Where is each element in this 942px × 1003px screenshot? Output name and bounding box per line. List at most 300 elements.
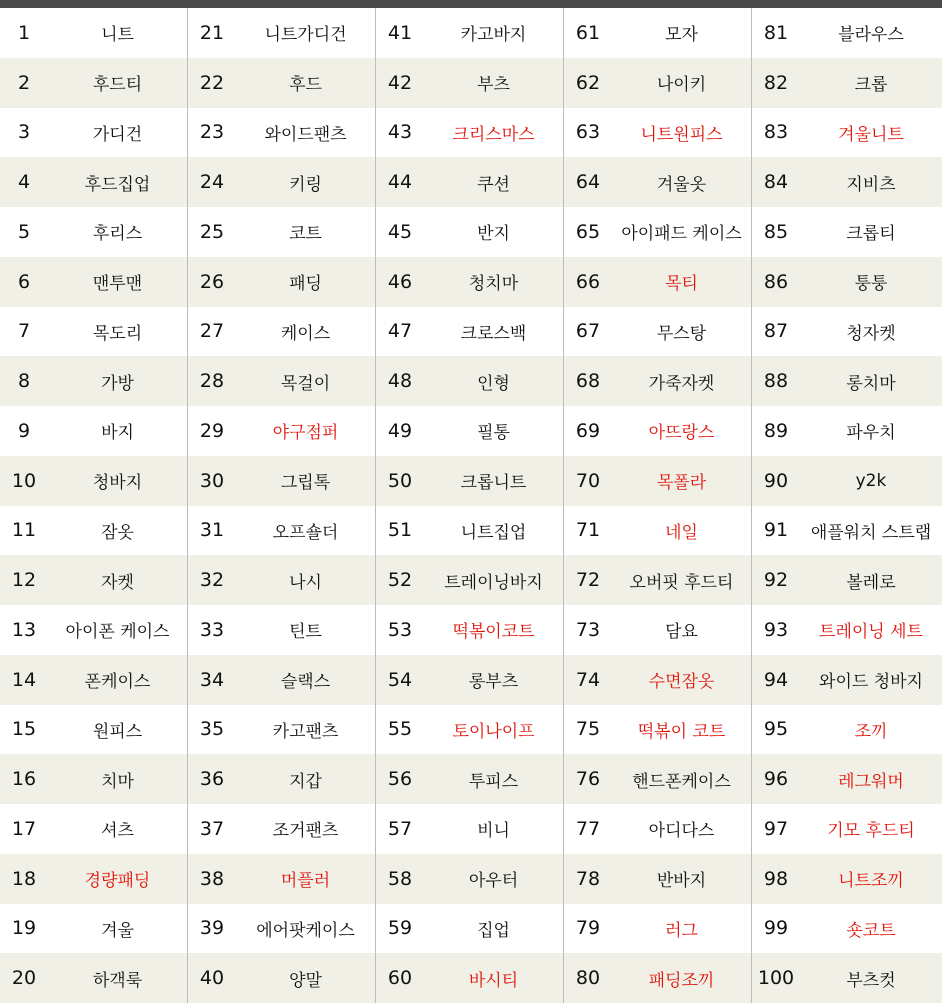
keyword-label: 롱부츠 xyxy=(468,672,519,693)
ranking-row xyxy=(564,953,751,1003)
keyword-label: 파우치 xyxy=(846,423,896,444)
rank-number: 26 xyxy=(199,270,225,293)
rank-number: 7 xyxy=(17,320,31,343)
keyword-label: 크롭 xyxy=(854,75,888,96)
rank-number: 90 xyxy=(763,469,789,492)
ranking-column xyxy=(564,8,752,1003)
keyword-label: 러그 xyxy=(665,920,698,941)
keyword-label: 아뜨랑스 xyxy=(648,423,715,444)
keyword-label: 블라우스 xyxy=(838,25,904,46)
ranking-row xyxy=(752,8,942,58)
keyword-label: 나시 xyxy=(289,572,322,593)
keyword-label: 오프숄더 xyxy=(272,522,339,543)
keyword-label: 네일 xyxy=(665,522,698,543)
ranking-row xyxy=(0,207,187,257)
keyword-label: 바시티 xyxy=(468,970,519,991)
ranking-row xyxy=(564,257,751,307)
keyword-label: 모자 xyxy=(665,25,698,46)
rank-number: 62 xyxy=(575,71,601,94)
ranking-column xyxy=(0,8,188,1003)
keyword-ranking-table xyxy=(0,8,942,1003)
keyword-label: 바지 xyxy=(101,423,134,444)
ranking-row xyxy=(564,356,751,406)
keyword-label: 슬랙스 xyxy=(280,672,331,693)
keyword-label: 오버핏 후드티 xyxy=(629,572,734,593)
rank-number: 56 xyxy=(387,768,413,791)
keyword-label: 후리스 xyxy=(92,224,143,245)
keyword-label: 비니 xyxy=(477,821,510,842)
rank-number: 57 xyxy=(387,817,413,840)
ranking-row xyxy=(0,854,187,904)
keyword-label: 크롭니트 xyxy=(460,473,527,494)
ranking-row xyxy=(188,854,375,904)
keyword-label: 경량패딩 xyxy=(84,871,151,892)
rank-number: 52 xyxy=(387,569,413,592)
ranking-row xyxy=(0,754,187,804)
keyword-label: 떡볶이코트 xyxy=(452,622,535,643)
rank-number: 49 xyxy=(387,419,413,442)
keyword-label: 후드티 xyxy=(92,75,143,96)
rank-number: 5 xyxy=(17,220,31,243)
rank-number: 71 xyxy=(575,519,601,542)
ranking-row xyxy=(752,605,942,655)
ranking-row xyxy=(0,157,187,207)
rank-number: 61 xyxy=(575,21,601,44)
ranking-row xyxy=(188,8,375,58)
keyword-label: 자켓 xyxy=(101,572,134,593)
rank-number: 32 xyxy=(199,569,225,592)
keyword-label: 카고바지 xyxy=(460,25,527,46)
ranking-row xyxy=(752,854,942,904)
ranking-row xyxy=(564,207,751,257)
rank-number: 86 xyxy=(763,270,789,293)
rank-number: 41 xyxy=(387,21,413,44)
rank-number: 79 xyxy=(575,917,601,940)
keyword-label: 부츠 xyxy=(477,75,510,96)
keyword-label: 청치마 xyxy=(468,274,519,295)
keyword-label: 아이패드 케이스 xyxy=(621,224,742,245)
rank-number: 74 xyxy=(575,668,601,691)
rank-number: 63 xyxy=(575,121,601,144)
ranking-row xyxy=(376,854,563,904)
rank-number: 77 xyxy=(575,817,601,840)
ranking-row xyxy=(188,207,375,257)
rank-number: 19 xyxy=(11,917,37,940)
ranking-row xyxy=(752,307,942,357)
keyword-label: 무스탕 xyxy=(656,323,707,344)
ranking-row xyxy=(564,854,751,904)
rank-number: 45 xyxy=(387,220,413,243)
ranking-row xyxy=(752,904,942,954)
rank-number: 92 xyxy=(763,569,789,592)
keyword-label: 수면잠옷 xyxy=(648,672,715,693)
rank-number: 65 xyxy=(575,220,601,243)
keyword-label: 핸드폰케이스 xyxy=(632,771,731,792)
ranking-row xyxy=(376,655,563,705)
ranking-row xyxy=(752,953,942,1003)
keyword-label: 쿠션 xyxy=(477,174,510,195)
keyword-label: 니트조끼 xyxy=(838,871,904,892)
keyword-label: 토이나이프 xyxy=(452,721,535,742)
rank-number: 30 xyxy=(199,469,225,492)
ranking-row xyxy=(0,307,187,357)
rank-number: 50 xyxy=(387,469,413,492)
ranking-row xyxy=(752,58,942,108)
rank-number: 16 xyxy=(11,768,37,791)
rank-number: 22 xyxy=(199,71,225,94)
keyword-label: 목걸이 xyxy=(280,373,331,394)
rank-number: 67 xyxy=(575,320,601,343)
ranking-row xyxy=(376,207,563,257)
keyword-label: 볼레로 xyxy=(846,572,896,593)
ranking-row xyxy=(564,804,751,854)
ranking-row xyxy=(188,58,375,108)
keyword-label: 롱치마 xyxy=(846,373,896,394)
keyword-label: 패딩 xyxy=(289,274,322,295)
keyword-label: 레그워머 xyxy=(838,771,904,792)
ranking-row xyxy=(752,356,942,406)
rank-number: 21 xyxy=(199,21,225,44)
ranking-row xyxy=(564,406,751,456)
ranking-row xyxy=(188,406,375,456)
keyword-label: 투피스 xyxy=(468,771,519,792)
rank-number: 18 xyxy=(11,867,37,890)
keyword-label: 니트집업 xyxy=(460,522,527,543)
keyword-label: y2k xyxy=(855,470,887,491)
keyword-label: 크롭티 xyxy=(846,224,896,245)
keyword-label: 트레이닝바지 xyxy=(444,572,543,593)
ranking-row xyxy=(376,804,563,854)
ranking-row xyxy=(752,456,942,506)
keyword-label: 후드집업 xyxy=(84,174,151,195)
ranking-column xyxy=(752,8,942,1003)
ranking-row xyxy=(564,456,751,506)
rank-number: 81 xyxy=(763,21,789,44)
rank-number: 66 xyxy=(575,270,601,293)
keyword-label: 니트 xyxy=(101,25,134,46)
keyword-label: 아이폰 케이스 xyxy=(65,622,170,643)
ranking-row xyxy=(376,605,563,655)
ranking-row xyxy=(376,754,563,804)
rank-number: 29 xyxy=(199,419,225,442)
rank-number: 39 xyxy=(199,917,225,940)
keyword-label: 부츠컷 xyxy=(846,970,896,991)
keyword-label: 인형 xyxy=(477,373,510,394)
ranking-row xyxy=(376,555,563,605)
rank-number: 2 xyxy=(17,71,31,94)
ranking-row xyxy=(752,257,942,307)
keyword-label: 집업 xyxy=(477,920,510,941)
ranking-row xyxy=(0,804,187,854)
ranking-row xyxy=(376,953,563,1003)
keyword-label: 조거팬츠 xyxy=(272,821,339,842)
rank-number: 99 xyxy=(763,917,789,940)
keyword-label: 가디건 xyxy=(92,124,143,145)
rank-number: 47 xyxy=(387,320,413,343)
keyword-label: 폰케이스 xyxy=(84,672,151,693)
keyword-label: 조끼 xyxy=(854,721,888,742)
ranking-row xyxy=(188,655,375,705)
keyword-label: 니트가디건 xyxy=(264,25,347,46)
keyword-label: 코트 xyxy=(289,224,322,245)
keyword-label: 애플워치 스트랩 xyxy=(810,522,932,543)
rank-number: 43 xyxy=(387,121,413,144)
keyword-label: 잠옷 xyxy=(101,522,134,543)
rank-number: 31 xyxy=(199,519,225,542)
keyword-label: 아디다스 xyxy=(648,821,715,842)
ranking-row xyxy=(564,8,751,58)
rank-number: 89 xyxy=(763,419,789,442)
ranking-row xyxy=(0,456,187,506)
ranking-column xyxy=(376,8,564,1003)
rank-number: 84 xyxy=(763,171,789,194)
rank-number: 68 xyxy=(575,370,601,393)
keyword-label: 청바지 xyxy=(92,473,143,494)
keyword-label: 후드 xyxy=(289,75,322,96)
rank-number: 60 xyxy=(387,967,413,990)
ranking-row xyxy=(188,108,375,158)
ranking-row xyxy=(0,257,187,307)
keyword-label: 겨울니트 xyxy=(838,124,904,145)
keyword-label: 케이스 xyxy=(280,323,331,344)
rank-number: 34 xyxy=(199,668,225,691)
rank-number: 20 xyxy=(11,967,37,990)
ranking-row xyxy=(188,555,375,605)
keyword-label: 목폴라 xyxy=(656,473,707,494)
keyword-label: 지갑 xyxy=(289,771,322,792)
ranking-row xyxy=(188,904,375,954)
rank-number: 75 xyxy=(575,718,601,741)
keyword-label: 양말 xyxy=(289,970,322,991)
rank-number: 8 xyxy=(17,370,31,393)
rank-number: 72 xyxy=(575,569,601,592)
keyword-label: 담요 xyxy=(665,622,698,643)
ranking-row xyxy=(188,953,375,1003)
rank-number: 73 xyxy=(575,618,601,641)
rank-number: 69 xyxy=(575,419,601,442)
ranking-row xyxy=(564,754,751,804)
rank-number: 96 xyxy=(763,768,789,791)
rank-number: 100 xyxy=(757,967,795,990)
keyword-label: 가죽자켓 xyxy=(648,373,715,394)
keyword-label: 반지 xyxy=(477,224,510,245)
rank-number: 51 xyxy=(387,519,413,542)
keyword-label: 크리스마스 xyxy=(452,124,535,145)
keyword-label: 니트원피스 xyxy=(640,124,723,145)
rank-number: 98 xyxy=(763,867,789,890)
ranking-row xyxy=(0,406,187,456)
ranking-row xyxy=(564,506,751,556)
ranking-row xyxy=(0,8,187,58)
keyword-label: 기모 후드티 xyxy=(827,821,915,842)
ranking-row xyxy=(564,58,751,108)
ranking-row xyxy=(0,953,187,1003)
keyword-label: 그립톡 xyxy=(280,473,331,494)
ranking-row xyxy=(376,356,563,406)
ranking-row xyxy=(752,705,942,755)
rank-number: 83 xyxy=(763,121,789,144)
rank-number: 55 xyxy=(387,718,413,741)
rank-number: 82 xyxy=(763,71,789,94)
rank-number: 17 xyxy=(11,817,37,840)
keyword-label: 크로스백 xyxy=(460,323,527,344)
keyword-label: 목티 xyxy=(665,274,698,295)
ranking-row xyxy=(376,406,563,456)
ranking-row xyxy=(376,8,563,58)
rank-number: 97 xyxy=(763,817,789,840)
rank-number: 10 xyxy=(11,469,37,492)
ranking-row xyxy=(0,605,187,655)
rank-number: 27 xyxy=(199,320,225,343)
keyword-label: 트레이닝 세트 xyxy=(819,622,923,643)
keyword-label: 목도리 xyxy=(92,323,143,344)
ranking-row xyxy=(188,356,375,406)
rank-number: 37 xyxy=(199,817,225,840)
ranking-row xyxy=(752,506,942,556)
ranking-row xyxy=(564,157,751,207)
rank-number: 95 xyxy=(763,718,789,741)
keyword-label: 셔츠 xyxy=(101,821,134,842)
rank-number: 54 xyxy=(387,668,413,691)
rank-number: 87 xyxy=(763,320,789,343)
ranking-row xyxy=(188,705,375,755)
rank-number: 59 xyxy=(387,917,413,940)
ranking-row xyxy=(752,655,942,705)
keyword-label: 카고팬츠 xyxy=(272,721,339,742)
ranking-row xyxy=(376,257,563,307)
rank-number: 53 xyxy=(387,618,413,641)
ranking-row xyxy=(752,555,942,605)
rank-number: 25 xyxy=(199,220,225,243)
rank-number: 35 xyxy=(199,718,225,741)
ranking-column xyxy=(188,8,376,1003)
keyword-label: 겨울 xyxy=(101,920,134,941)
rank-number: 48 xyxy=(387,370,413,393)
keyword-label: 떡볶이 코트 xyxy=(637,721,726,742)
ranking-row xyxy=(188,307,375,357)
ranking-row xyxy=(752,754,942,804)
ranking-row xyxy=(752,108,942,158)
ranking-row xyxy=(188,157,375,207)
ranking-row xyxy=(0,108,187,158)
rank-number: 70 xyxy=(575,469,601,492)
ranking-row xyxy=(188,257,375,307)
keyword-label: 와이드 청바지 xyxy=(819,672,923,693)
rank-number: 33 xyxy=(199,618,225,641)
ranking-row xyxy=(0,555,187,605)
rank-number: 44 xyxy=(387,171,413,194)
keyword-label: 틴트 xyxy=(289,622,322,643)
ranking-row xyxy=(0,356,187,406)
rank-number: 38 xyxy=(199,867,225,890)
ranking-row xyxy=(564,605,751,655)
ranking-row xyxy=(0,904,187,954)
rank-number: 80 xyxy=(575,967,601,990)
keyword-label: 야구점퍼 xyxy=(272,423,339,444)
ranking-row xyxy=(376,456,563,506)
ranking-row xyxy=(376,307,563,357)
ranking-row xyxy=(752,207,942,257)
keyword-label: 지비츠 xyxy=(846,174,896,195)
ranking-row xyxy=(188,456,375,506)
ranking-row xyxy=(188,804,375,854)
ranking-row xyxy=(0,705,187,755)
rank-number: 85 xyxy=(763,220,789,243)
ranking-row xyxy=(564,705,751,755)
ranking-row xyxy=(564,655,751,705)
rank-number: 24 xyxy=(199,171,225,194)
ranking-row xyxy=(376,904,563,954)
keyword-label: 패딩조끼 xyxy=(648,970,715,991)
keyword-label: 하객룩 xyxy=(92,970,143,991)
ranking-row xyxy=(564,307,751,357)
rank-number: 88 xyxy=(763,370,789,393)
rank-number: 4 xyxy=(17,171,31,194)
ranking-row xyxy=(564,555,751,605)
ranking-row xyxy=(0,655,187,705)
rank-number: 11 xyxy=(11,519,37,542)
rank-number: 93 xyxy=(763,618,789,641)
rank-number: 64 xyxy=(575,171,601,194)
ranking-row xyxy=(0,58,187,108)
ranking-row xyxy=(752,157,942,207)
top-bar xyxy=(0,0,942,8)
keyword-label: 필통 xyxy=(477,423,510,444)
rank-number: 12 xyxy=(11,569,37,592)
keyword-label: 퉁퉁 xyxy=(854,274,888,295)
rank-number: 3 xyxy=(17,121,31,144)
keyword-label: 키링 xyxy=(289,174,322,195)
rank-number: 78 xyxy=(575,867,601,890)
rank-number: 28 xyxy=(199,370,225,393)
rank-number: 76 xyxy=(575,768,601,791)
rank-number: 13 xyxy=(11,618,37,641)
rank-number: 94 xyxy=(763,668,789,691)
keyword-label: 원피스 xyxy=(92,721,143,742)
ranking-row xyxy=(0,506,187,556)
keyword-label: 숏코트 xyxy=(846,920,896,941)
keyword-label: 에어팟케이스 xyxy=(256,920,355,941)
keyword-label: 치마 xyxy=(101,771,134,792)
rank-number: 40 xyxy=(199,967,225,990)
ranking-row xyxy=(564,108,751,158)
rank-number: 6 xyxy=(17,270,31,293)
keyword-label: 와이드팬츠 xyxy=(264,124,347,145)
keyword-label: 맨투맨 xyxy=(92,274,143,295)
ranking-row xyxy=(188,506,375,556)
keyword-label: 겨울옷 xyxy=(656,174,707,195)
ranking-row xyxy=(376,108,563,158)
ranking-row xyxy=(376,506,563,556)
keyword-label: 청자켓 xyxy=(846,323,896,344)
ranking-row xyxy=(564,904,751,954)
ranking-row xyxy=(752,406,942,456)
rank-number: 46 xyxy=(387,270,413,293)
rank-number: 15 xyxy=(11,718,37,741)
keyword-label: 반바지 xyxy=(656,871,707,892)
rank-number: 91 xyxy=(763,519,789,542)
ranking-row xyxy=(376,157,563,207)
rank-number: 42 xyxy=(387,71,413,94)
rank-number: 23 xyxy=(199,121,225,144)
rank-number: 1 xyxy=(17,21,31,44)
rank-number: 9 xyxy=(17,419,31,442)
keyword-label: 머플러 xyxy=(280,871,331,892)
ranking-row xyxy=(188,754,375,804)
rank-number: 14 xyxy=(11,668,37,691)
keyword-label: 가방 xyxy=(101,373,134,394)
ranking-row xyxy=(376,705,563,755)
